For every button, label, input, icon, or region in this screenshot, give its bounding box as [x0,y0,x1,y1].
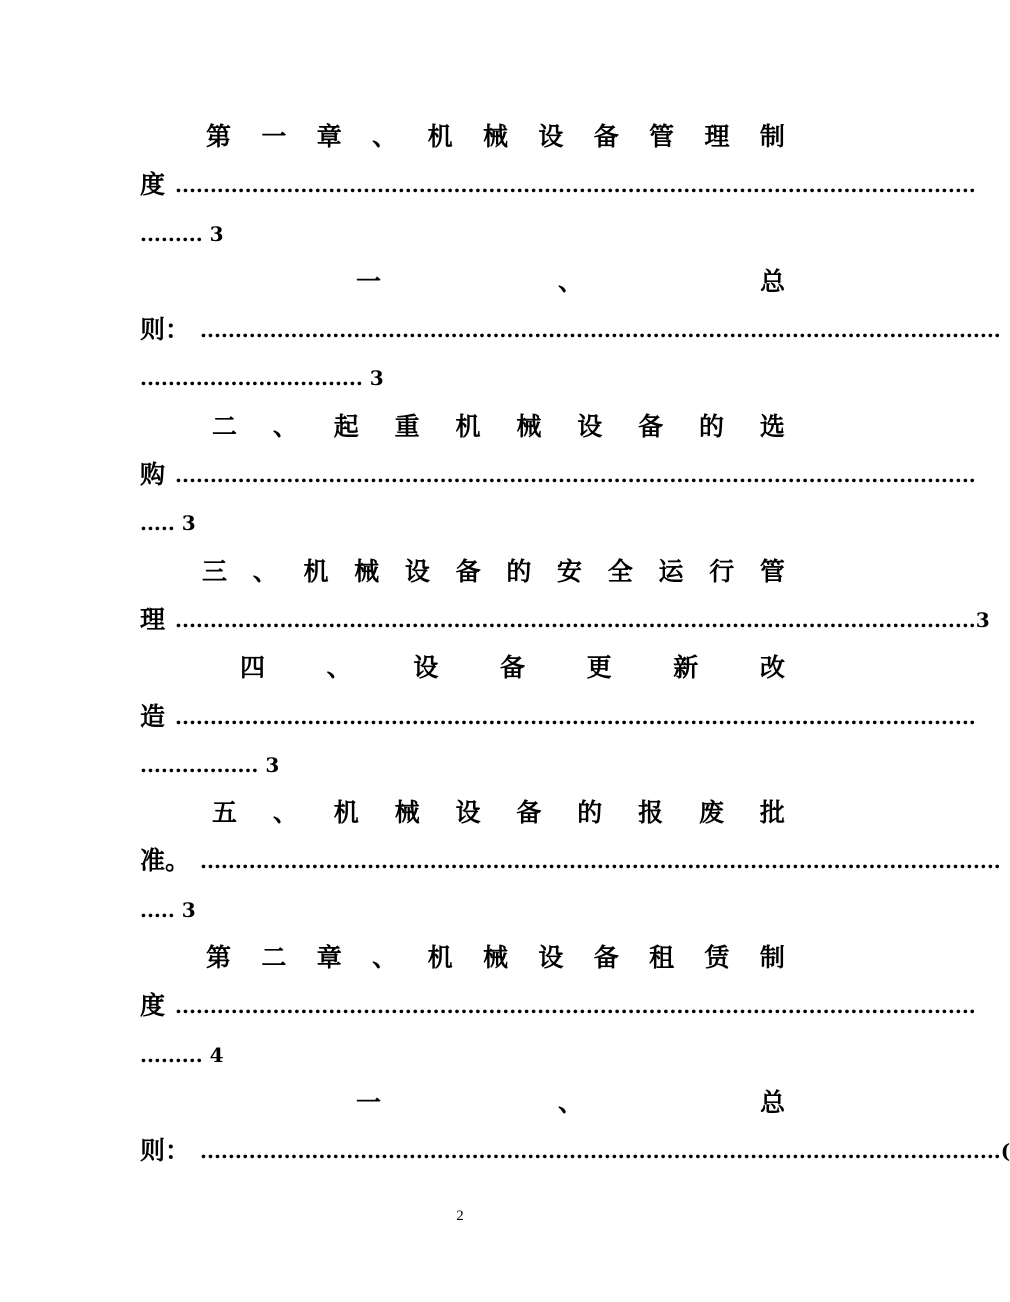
dot-leader: ................................................................................................................... [200,849,1001,874]
dot-leader: ................................................................................................................... [175,607,976,632]
dot-leader: ................................................................................................................... [175,463,976,488]
title-char: 制 [759,943,785,973]
toc-entry-section-1-4[interactable] [140,644,976,789]
title-char: 的 [506,556,532,586]
title-char: 机 [303,556,329,586]
toc-entry-leader-line [140,693,976,741]
toc-entry-section-2-1[interactable] [140,1079,1010,1176]
title-char: 设 [538,122,564,151]
page-number: 3 [975,607,990,632]
title-char: 章 [316,122,342,151]
toc-entry-section-1-3[interactable] [140,548,990,645]
title-char: 一 [356,1087,382,1117]
title-tail: 度 [140,991,166,1021]
title-char: 租 [649,943,675,973]
title-char: 设 [455,798,481,828]
toc-entry-title-line [140,1079,785,1127]
title-char: 改 [759,653,785,683]
title-char: 、 [372,943,398,973]
title-char: 设 [404,556,430,586]
toc-entry-page-line: ......... 3 [140,221,224,246]
title-char: 管 [759,556,785,586]
title-char: 设 [538,943,564,973]
title-char: 械 [482,943,508,973]
title-char: 备 [455,556,481,586]
title-char: 选 [759,411,785,441]
title-char: 报 [638,798,664,828]
title-char: 械 [354,556,380,586]
title-char: 械 [482,122,508,151]
page-number-footer: 2 [456,1208,464,1224]
toc-entry-title-line [140,789,785,837]
title-char: 二 [212,411,238,441]
toc-entry-leader-line [140,306,1001,354]
title-char: 、 [272,798,298,828]
title-char: 新 [673,653,699,683]
toc-entry-section-1-5[interactable] [140,789,1001,934]
title-char: 更 [586,653,612,683]
toc-entry-title-line [140,403,785,451]
toc-entry-title-line [140,258,785,306]
toc-entry-section-1-1[interactable] [140,258,1001,403]
toc-entry-leader-line [140,837,1001,885]
title-char: 第 [206,122,232,151]
title-char: 起 [333,411,359,441]
toc-entry-title-line [140,113,785,161]
title-char: 备 [593,943,619,973]
dot-leader: ................................................................................................................... [175,994,976,1019]
title-char: 机 [427,943,453,973]
title-char: 总 [759,1087,785,1117]
toc-entry-page-line: ......... 4 [140,1042,224,1067]
title-char: 设 [577,411,603,441]
title-char: 设 [413,653,439,683]
title-tail: 购 [140,460,166,490]
title-char: 、 [557,266,583,296]
title-char: 制 [759,122,785,151]
title-char: 总 [759,266,785,296]
title-char: 五 [212,798,238,828]
title-tail: 则： [140,315,191,345]
toc-entry-page-line: ................. 3 [140,752,280,777]
dot-leader: ................................................................................................................... [175,173,976,198]
title-char: 三 [202,556,228,586]
title-char: 备 [638,411,664,441]
title-char: 的 [699,411,725,441]
toc-entry-section-1-2[interactable] [140,403,976,548]
toc-entry-title-line [140,548,785,596]
title-char: 安 [557,556,583,586]
toc-entry-page-line: ................................ 3 [140,366,384,391]
title-char: 四 [240,653,266,683]
toc-entry-page-line: ..... 3 [140,897,196,922]
title-char: 管 [649,122,675,151]
toc-entry-leader-line [140,596,990,644]
title-char: 机 [333,798,359,828]
page-number: ( [1000,1139,1010,1164]
title-char: 备 [516,798,542,828]
dot-leader: ................................................................................................................... [200,318,1001,343]
title-tail: 造 [140,701,166,731]
title-char: 、 [557,1087,583,1117]
title-char: 一 [261,122,287,151]
title-char: 废 [699,798,725,828]
toc-entry-title-line [140,934,785,982]
toc-entry-chapter-1[interactable] [140,113,976,258]
title-char: 运 [658,556,684,586]
toc-entry-page-line: ..... 3 [140,511,196,536]
title-char: 的 [577,798,603,828]
title-char: 章 [316,943,342,973]
table-of-contents [140,113,1010,1176]
title-char: 机 [427,122,453,151]
title-char: 、 [272,411,298,441]
title-char: 行 [709,556,735,586]
title-tail: 则： [140,1136,191,1166]
title-char: 理 [704,122,730,151]
title-char: 第 [206,943,232,973]
title-char: 、 [326,653,352,683]
title-char: 械 [516,411,542,441]
title-tail: 理 [140,604,166,634]
toc-entry-leader-line [140,161,976,209]
dot-leader: ................................................................................................................... [175,704,976,729]
toc-entry-chapter-2[interactable] [140,934,976,1079]
title-char: 赁 [704,943,730,973]
title-char: 、 [252,556,278,586]
toc-entry-leader-line [140,1127,1010,1175]
toc-entry-title-line [140,644,785,692]
title-char: 机 [455,411,481,441]
title-char: 备 [593,122,619,151]
toc-entry-leader-line [140,982,976,1030]
title-tail: 度 [140,170,166,200]
toc-entry-leader-line [140,451,976,499]
title-char: 备 [499,653,525,683]
title-char: 、 [372,122,398,151]
title-tail: 准。 [140,846,191,876]
dot-leader: ................................................................................................................... [200,1139,1001,1164]
title-char: 全 [607,556,633,586]
title-char: 重 [394,411,420,441]
title-char: 一 [356,266,382,296]
title-char: 二 [261,943,287,973]
title-char: 械 [394,798,420,828]
title-char: 批 [759,798,785,828]
